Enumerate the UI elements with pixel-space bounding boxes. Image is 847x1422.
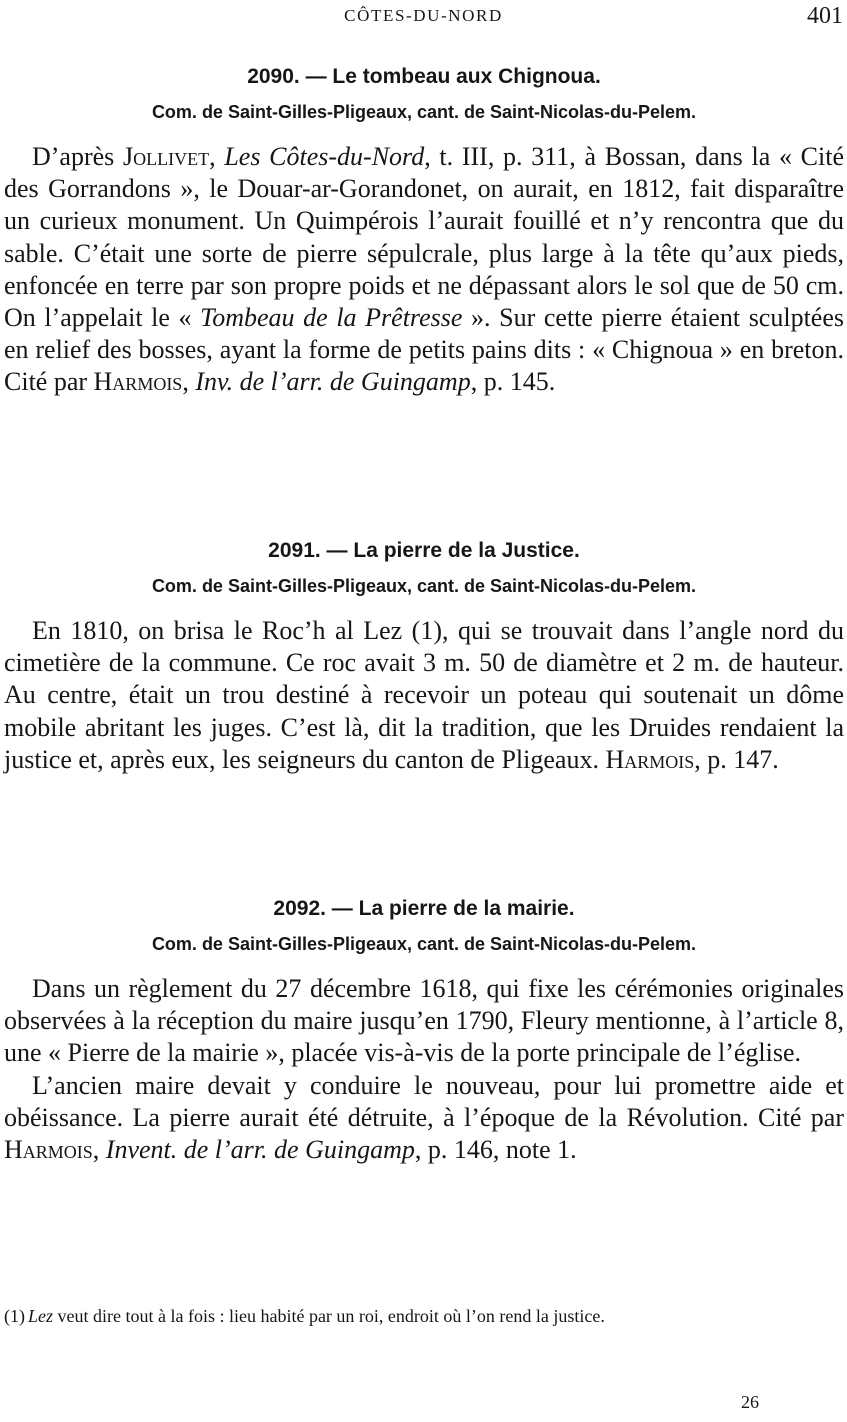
author-name: Harmois xyxy=(93,367,183,397)
entry-heading: 2090. — Le tombeau aux Chignoua. xyxy=(247,65,601,88)
entry-location: Com. de Saint-Gilles-Pligeaux, cant. de Saint-Nicolas-du-Pelem. xyxy=(151,102,697,122)
entry-paragraph: L’ancien maire devait y conduire le nouveau, pour lui promettre aide et obéissance. La pierre aurait été détruite, à l’époque de la Révolution. Cité par Harmois, Invent. de l’arr. de Guingamp, p. 146, note 1. xyxy=(4,1070,844,1165)
footnote-term: Lez xyxy=(28,1306,54,1326)
author-name: Harmois xyxy=(4,1135,93,1165)
running-header xyxy=(0,3,847,29)
entry-location: Com. de Saint-Gilles-Pligeaux, cant. de Saint-Nicolas-du-Pelem. xyxy=(151,934,697,954)
entry-paragraph: D’après Jollivet, Les Côtes-du-Nord, t. III, p. 311, à Bossan, dans la « Cité des Gorrandons », le Douar-ar-Gorandonet, on aurait, en 1812, fait disparaître un curieux monument. Un Quimpérois l’aurait fouillé et n’y rencontra que du sable. C’était une sorte de pierre sépulcrale, plus large à la tête qu’aux pieds, enfoncée en terre par son propre poids et ne dépassant alors le sol que de 50 cm. On l’appelait le « Tombeau de la Prêtresse ». Sur cette pierre étaient sculptées en relief des bosses, ayant la forme de petits pains dits : « Chignoua » en breton. Cité par Harmois, Inv. de l’arr. de Guingamp, p. 145. xyxy=(4,142,844,397)
author-name: Jollivet xyxy=(123,142,210,171)
entry-heading: 2092. — La pierre de la mairie. xyxy=(273,897,575,920)
entry-2090 xyxy=(4,64,844,399)
footnote-marker: (1) xyxy=(4,1306,25,1326)
entry-paragraph: En 1810, on brisa le Roc’h al Lez (1), qui se trouvait dans l’angle nord du cimetière de la commune. Ce roc avait 3 m. 50 de diamètre et 2 m. de hauteur. Au centre, était un trou destiné à recevoir un poteau qui soutenait un dôme mobile abritant les juges. C’est là, dit la tradition, que les Druides rendaient la justice et, après eux, les seigneurs du canton de Pligeaux. Harmois, p. 147. xyxy=(4,616,844,774)
running-title: CÔTES-DU-NORD xyxy=(344,6,503,25)
footnote-text: veut dire tout à la fois : lieu habité par un roi, endroit où l’on rend la justice. xyxy=(53,1306,605,1326)
signature-mark: 26 xyxy=(741,1392,759,1412)
book-title: Invent. de l’arr. de Guingamp xyxy=(105,1135,415,1165)
entry-paragraph: Dans un règlement du 27 décembre 1618, qui fixe les cérémonies originales observées à la réception du maire jusqu’en 1790, Fleury mentionne, à l’article 8, une « Pierre de la mairie », placée vis-à-vis de la porte principale de l’église. xyxy=(4,974,844,1068)
book-title: Les Côtes-du-Nord xyxy=(224,142,425,171)
footnote xyxy=(4,1304,844,1328)
entry-2091 xyxy=(4,538,844,776)
entry-heading: 2091. — La pierre de la Justice. xyxy=(268,539,580,562)
author-name: Harmois xyxy=(605,744,695,774)
monument-name: Tombeau de la Prêtresse xyxy=(200,303,463,333)
entry-location: Com. de Saint-Gilles-Pligeaux, cant. de Saint-Nicolas-du-Pelem. xyxy=(151,576,697,596)
page-number: 401 xyxy=(807,3,843,29)
entry-2092 xyxy=(4,896,844,1166)
book-title: Inv. de l’arr. de Guingamp xyxy=(195,367,471,397)
